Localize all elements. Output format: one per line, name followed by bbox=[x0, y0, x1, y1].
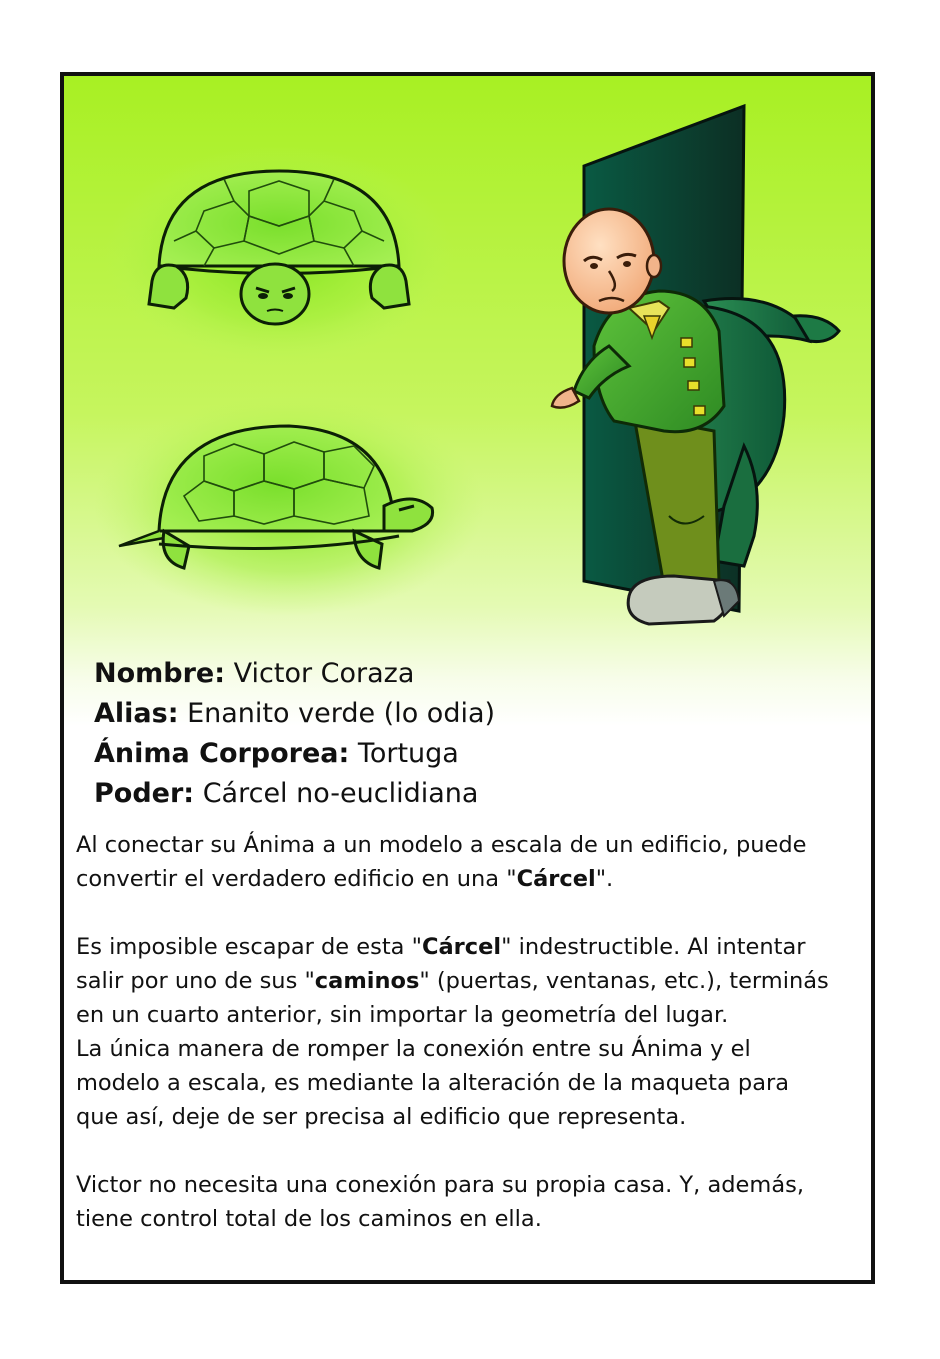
desc-line: Es imposible escapar de esta "Cárcel" indestructible. Al intentar bbox=[76, 934, 806, 960]
desc-line: convertir el verdadero edificio en una "Cárcel". bbox=[76, 866, 614, 892]
desc-line: La única manera de romper la conexión entre su Ánima y el bbox=[76, 1036, 751, 1062]
name-value: Victor Coraza bbox=[233, 658, 415, 689]
anima-label: Ánima Corporea: bbox=[94, 738, 350, 769]
power-description bbox=[76, 828, 866, 1236]
power-row bbox=[94, 774, 614, 814]
alias-row bbox=[94, 694, 614, 734]
power-label: Poder: bbox=[94, 778, 195, 809]
anima-value: Tortuga bbox=[357, 738, 459, 769]
alias-label: Alias: bbox=[94, 698, 179, 729]
victor-character-illustration bbox=[552, 106, 839, 624]
desc-line: que así, deje de ser precisa al edificio que representa. bbox=[76, 1104, 687, 1130]
desc-line: Al conectar su Ánima a un modelo a escala de un edificio, puede bbox=[76, 832, 807, 858]
desc-line: tiene control total de los caminos en ella. bbox=[76, 1206, 542, 1232]
power-value: Cárcel no-euclidiana bbox=[202, 778, 479, 809]
artwork bbox=[64, 76, 875, 651]
desc-line: modelo a escala, es mediante la alteración de la maqueta para bbox=[76, 1070, 790, 1096]
character-card bbox=[60, 72, 875, 1284]
alias-value: Enanito verde (lo odia) bbox=[187, 698, 496, 729]
desc-line: Victor no necesita una conexión para su propia casa. Y, además, bbox=[76, 1172, 804, 1198]
turtle-side-illustration bbox=[94, 396, 484, 616]
name-row bbox=[94, 654, 614, 694]
desc-line: en un cuarto anterior, sin importar la geometría del lugar. bbox=[76, 1002, 729, 1028]
profile-info bbox=[94, 654, 614, 814]
name-label: Nombre: bbox=[94, 658, 226, 689]
anima-row bbox=[94, 734, 614, 774]
turtle-front-illustration bbox=[104, 146, 454, 366]
desc-line: salir por uno de sus "caminos" (puertas, ventanas, etc.), terminás bbox=[76, 968, 829, 994]
